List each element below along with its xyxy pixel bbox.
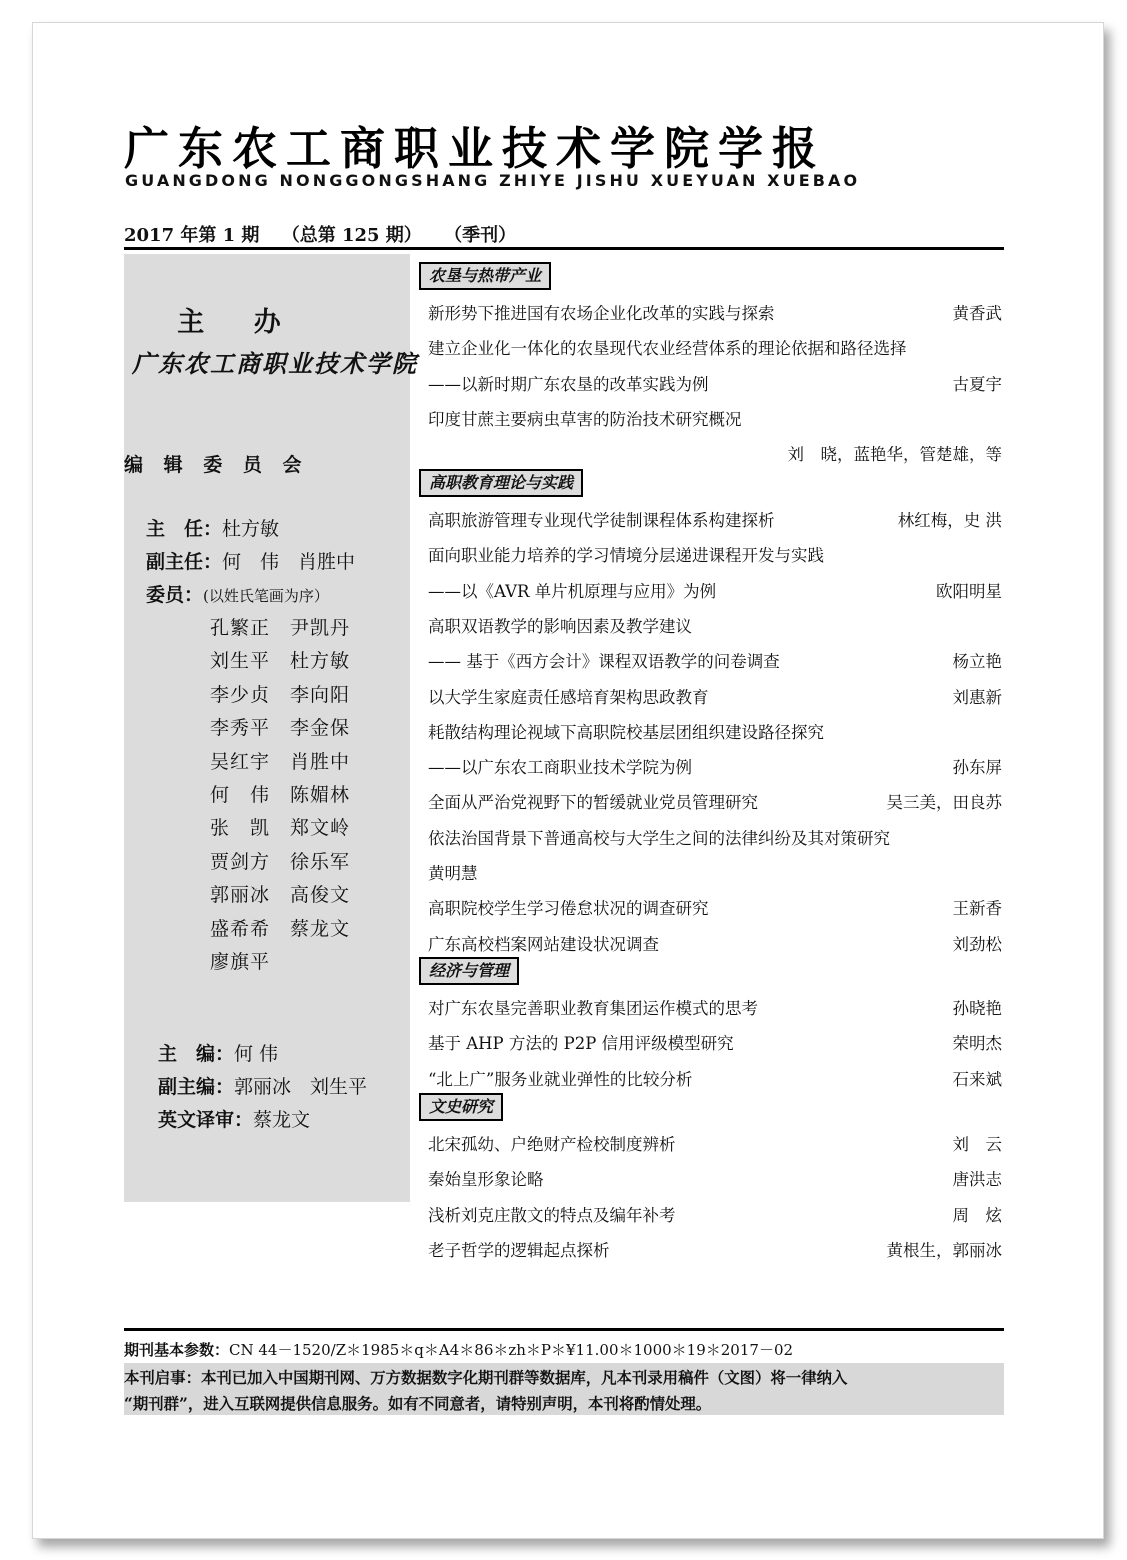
editor-label: 主 编：: [158, 1043, 235, 1065]
committee-member: 贾剑方 徐乐军: [210, 850, 351, 873]
toc-entry-title[interactable]: 依法治国背景下普通高校与大学生之间的法律纠纷及其对策研究: [428, 828, 890, 848]
host-name: 广东农工商职业技术学院: [132, 349, 418, 378]
toc-entry-title[interactable]: 建立企业化一体化的农垦现代农业经营体系的理论依据和路径选择: [428, 339, 907, 359]
host-label: 主 办: [177, 307, 301, 338]
committee-member: 何 伟 陈媚林: [210, 784, 351, 806]
section-label: 文史研究: [419, 1093, 503, 1121]
toc-entry-author: 石来斌: [952, 1069, 1002, 1089]
toc-entry-author: 刘 云: [952, 1135, 1002, 1154]
toc-entry-author: 孙东屏: [952, 758, 1002, 778]
params-line: [124, 1339, 793, 1360]
director-row: [146, 514, 279, 541]
toc-entry-title[interactable]: 秦始皇形象论略: [428, 1170, 544, 1190]
toc-entry-title[interactable]: 印度甘蔗主要病虫草害的防治技术研究概况: [428, 409, 742, 429]
toc-entry-title[interactable]: 高职双语教学的影响因素及教学建议: [428, 616, 692, 636]
notice-line-2: “期刊群”，进入互联网提供信息服务。如有不同意者，请特别声明，本刊将酌情处理。: [124, 1395, 712, 1413]
toc-entry-title[interactable]: 以大学生家庭责任感培育架构思政教育: [428, 687, 709, 707]
vice-director-names: 何 伟 肖胜中: [222, 551, 356, 573]
params-label: 期刊基本参数：: [124, 1341, 230, 1359]
journal-subtitle: GUANGDONG NONGGONGSHANG ZHIYE JISHU XUEYUAN XUEBAO: [125, 171, 861, 190]
committee-label: 编 辑 委 员 会: [124, 454, 309, 476]
toc-entry-title[interactable]: 老子哲学的逻辑起点探析: [428, 1240, 610, 1260]
issue-line: [124, 221, 532, 247]
toc-entry-title[interactable]: 黄明慧: [428, 864, 478, 883]
toc-entry-title[interactable]: 北宋孤幼、户绝财产检校制度辨析: [428, 1135, 676, 1154]
vice-director-row: [146, 547, 355, 574]
vice-editor-label: 副主编：: [158, 1076, 235, 1098]
toc-entry-author: 林红梅，史 洪: [897, 511, 1002, 530]
committee-member: 孔繁正 尹凯丹: [210, 617, 351, 639]
toc-entry-title[interactable]: 对广东农垦完善职业教育集团运作模式的思考: [428, 999, 758, 1018]
vice-director-label: 副主任：: [146, 551, 223, 573]
committee-member: 刘生平 杜方敏: [210, 650, 351, 673]
translator-name: 蔡龙文: [253, 1109, 311, 1131]
toc-entry-title[interactable]: 全面从严治党视野下的暂缓就业党员管理研究: [428, 793, 758, 813]
toc-entry-title[interactable]: 基于 AHP 方法的 P2P 信用评级模型研究: [428, 1034, 734, 1054]
toc-entry-title[interactable]: “北上广”服务业就业弹性的比较分析: [428, 1069, 693, 1089]
section-label: 高职教育理论与实践: [419, 469, 583, 497]
director-label: 主 任：: [146, 518, 223, 540]
journal-title: 广东农工商职业技术学院学报: [124, 122, 827, 175]
toc-entry-author: 唐洪志: [952, 1170, 1002, 1190]
toc-entry-author: 黄根生，郭丽冰: [886, 1240, 1002, 1260]
committee-member: 吴红宇 肖胜中: [210, 750, 351, 773]
toc-entry-title[interactable]: 耗散结构理论视域下高职院校基层团组织建设路径探究: [428, 722, 824, 742]
toc-entry-author: 古夏宇: [952, 374, 1002, 394]
notice-line-1: 本刊启事：本刊已加入中国期刊网、万方数据数字化期刊群等数据库，凡本刊录用稿件（文图）将一律纳入: [124, 1369, 848, 1387]
toc-entry-author: 刘 晓，蓝艳华，管楚雄，等: [787, 445, 1002, 465]
toc-entry-title[interactable]: 广东高校档案网站建设状况调查: [428, 934, 659, 954]
toc-entry-author: 刘惠新: [952, 687, 1002, 707]
issue-number: 2017 年第 1 期: [124, 225, 260, 246]
issue-frequency: （季刊）: [444, 225, 517, 246]
toc-entry-author: 欧阳明星: [936, 581, 1002, 601]
editor-name: 何 伟: [234, 1043, 279, 1065]
bottom-rule: [124, 1328, 1004, 1331]
toc-entry-author: 刘劲松: [952, 934, 1002, 954]
toc-entry-title[interactable]: —— 基于《西方会计》课程双语教学的问卷调查: [428, 652, 780, 672]
translator-row: [158, 1105, 310, 1132]
toc-entry-author: 孙晓艳: [952, 999, 1002, 1018]
committee-member: 李少贞 李向阳: [210, 683, 351, 706]
section-label: 经济与管理: [419, 957, 519, 985]
toc-entry-title[interactable]: ——以广东农工商职业技术学院为例: [428, 758, 692, 778]
committee-member: 郭丽冰 高俊文: [210, 884, 351, 907]
editor-row: [158, 1039, 278, 1066]
section-label: 农垦与热带产业: [419, 262, 551, 290]
vice-editor-names: 郭丽冰 刘生平: [234, 1076, 368, 1098]
committee-member: 张 凯 郑文岭: [210, 817, 351, 840]
toc-entry-author: 王新香: [952, 899, 1002, 919]
toc-entry-title[interactable]: 浅析刘克庄散文的特点及编年补考: [428, 1205, 676, 1225]
toc-entry-title[interactable]: 高职院校学生学习倦怠状况的调查研究: [428, 899, 709, 919]
toc-entry-author: 周 炫: [952, 1205, 1002, 1225]
toc-entry-author: 黄香武: [952, 304, 1002, 323]
toc-entry-title[interactable]: 高职旅游管理专业现代学徒制课程体系构建探析: [428, 511, 775, 530]
issue-total: （总第 125 期）: [281, 225, 422, 246]
toc-entry-title[interactable]: 新形势下推进国有农场企业化改革的实践与探索: [428, 304, 775, 323]
vice-editor-row: [158, 1072, 367, 1099]
committee-member: 廖旗平: [210, 951, 271, 973]
members-note: (以姓氏笔画为序）: [203, 587, 329, 605]
toc-entry-author: 荣明杰: [952, 1034, 1002, 1054]
committee-member: 李秀平 李金保: [210, 717, 351, 740]
toc-entry-title[interactable]: ——以《AVR 单片机原理与应用》为例: [428, 581, 717, 601]
toc-entry-title[interactable]: 面向职业能力培养的学习情境分层递进课程开发与实践: [428, 546, 824, 566]
top-rule: [124, 247, 1004, 250]
toc-entry-author: 杨立艳: [952, 652, 1002, 672]
committee-member: 盛希希 蔡龙文: [210, 917, 351, 940]
toc-entry-author: 吴三美，田良苏: [886, 793, 1002, 813]
director-name: 杜方敏: [222, 518, 280, 540]
translator-label: 英文译审：: [158, 1109, 254, 1131]
members-label: 委员：: [146, 584, 204, 606]
members-row: [146, 580, 329, 607]
params-value: CN 44－1520/Z＊1985＊q＊A4＊86＊zh＊P＊¥11.00＊1000＊19＊2017－02: [229, 1341, 794, 1359]
toc-entry-title[interactable]: ——以新时期广东农垦的改革实践为例: [428, 374, 709, 394]
